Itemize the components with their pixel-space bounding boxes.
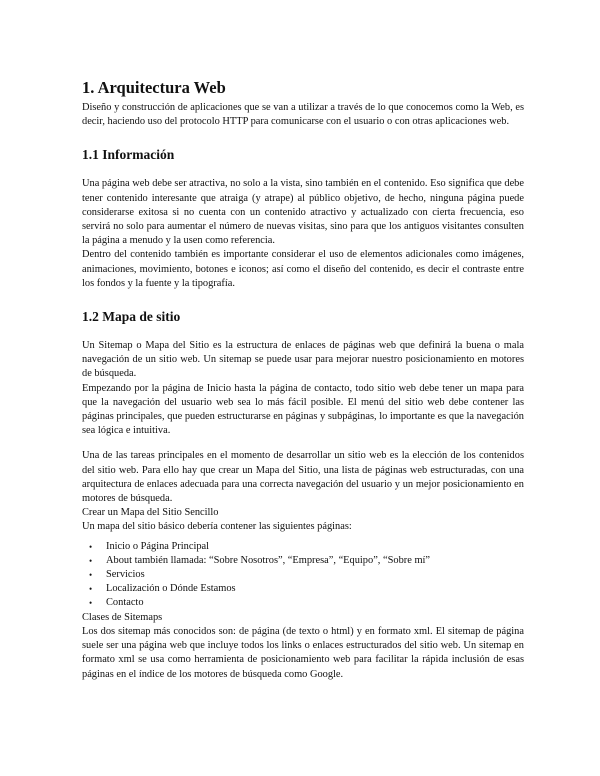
list-item: • About también llamada: “Sobre Nosotros”, “Empresa”, “Equipo”, “Sobre mí” xyxy=(106,554,524,568)
list-item: • Servicios xyxy=(106,568,524,582)
document-page xyxy=(82,78,524,682)
bullet-icon: • xyxy=(89,584,93,595)
section-1-heading: 1. Arquitectura Web xyxy=(82,78,226,97)
section-1-2-paragraph-2: Empezando por la página de Inicio hasta la página de contacto, todo sitio web debe tener un mapa para que la navegación del usuario web sea lo más fácil posible. El menú del sitio web debe contener las páginas principales, que pueden estructurarse en páginas y subpáginas, lo importante es que la navegación sea lógica e intuitiva. xyxy=(82,382,524,437)
bullet-icon: • xyxy=(89,570,93,581)
subheading-crear-mapa-text: Un mapa del sitio básico debería contener las siguientes páginas: xyxy=(82,521,352,533)
section-1-intro: Diseño y construcción de aplicaciones que se van a utilizar a través de lo que conocemos como la Web, es decir, haciendo uso del protocolo HTTP para comunicarse con el usuario o con otras aplicaciones web. xyxy=(82,102,524,128)
section-1-2-paragraph-3: Una de las tareas principales en el momento de desarrollar un sitio web es la elección de los contenidos del sitio web. Para ello hay que crear un Mapa del Sitio, una lista de páginas web estructuradas, con una arquitectura de enlaces adecuada para una correcta navegación del usuario y un mejor posicionamiento en motores de búsqueda. xyxy=(82,450,524,505)
subheading-clases-sitemaps: Clases de Sitemaps xyxy=(82,611,163,623)
list-item: • Localización o Dónde Estamos xyxy=(106,582,524,596)
section-1-1-paragraph-2: Dentro del contenido también es importante considerar el uso de elementos adicionales como imágenes, animaciones, movimiento, botones e iconos; así como el diseño del contenido, es decir el contraste entre los fondos y la fuente y la tipografía. xyxy=(82,249,524,289)
sitemap-pages-list xyxy=(82,540,524,611)
list-item: • Inicio o Página Principal xyxy=(106,540,524,554)
bullet-icon: • xyxy=(89,555,93,566)
subheading-crear-mapa: Crear un Mapa del Sitio Sencillo xyxy=(82,507,219,519)
section-1-1-paragraph-1: Una página web debe ser atractiva, no solo a la vista, sino también en el contenido. Eso significa que debe tener contenido interesante que atraiga (y atrape) al público objetivo, de hecho, ninguna página puede considerarse exitosa si no cuenta con un contenido atractivo y actualizado con cierta frecuencia, eso servirá no solo para aumentar el número de nuevas visitas, sino para que los antiguos visitantes consulten la página a menudo y la usen como referencia. xyxy=(82,178,524,247)
section-1-2-heading: 1.2 Mapa de sitio xyxy=(82,309,181,325)
section-1-2-paragraph-1: Un Sitemap o Mapa del Sitio es la estructura de enlaces de páginas web que definirá la buena o mala navegación de un sitio web. Un sitemap se puede usar para mejorar nuestro posicionamiento en motores de búsqueda. xyxy=(82,340,524,380)
list-item: • Contacto xyxy=(106,596,524,610)
section-1-1-heading: 1.1 Información xyxy=(82,147,175,163)
bullet-icon: • xyxy=(89,541,93,552)
section-1-2-paragraph-4: Los dos sitemap más conocidos son: de página (de texto o html) y en formato xml. El sitemap de página suele ser una página web que incluye todos los links o enlaces estructurados del sitio web. Un sitemap en formato xml se usa como herramienta de posicionamiento web para facilitar la rápida inclusión de esas páginas en el índice de los motores de búsqueda como Google. xyxy=(82,625,524,680)
bullet-icon: • xyxy=(89,598,93,609)
